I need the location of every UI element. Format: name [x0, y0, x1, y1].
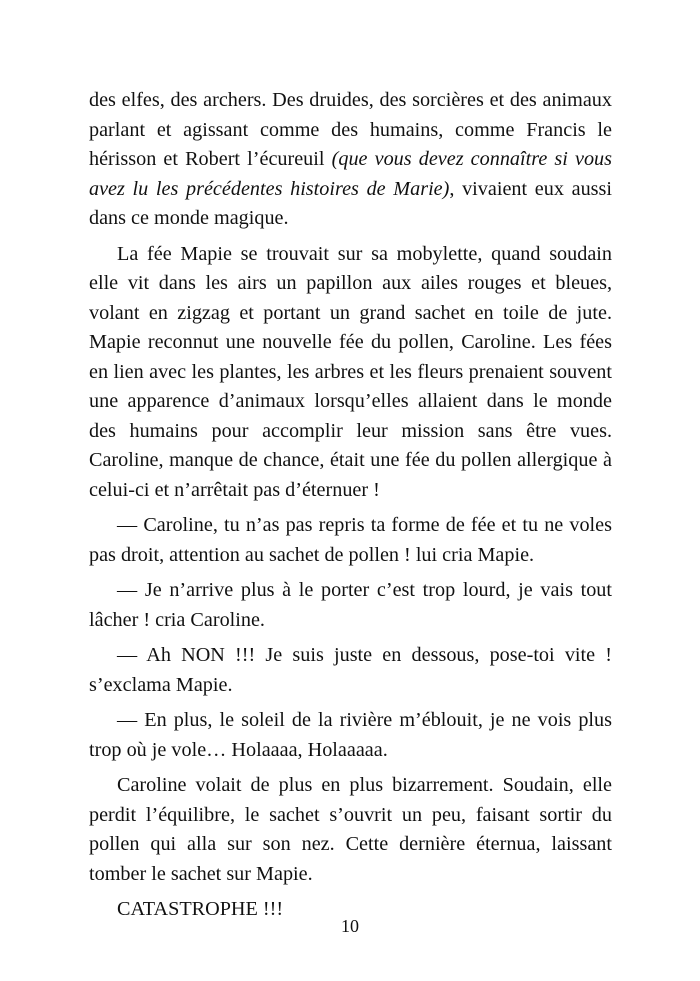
- paragraph-1: [89, 86, 612, 234]
- paragraph-3: Caroline volait de plus en plus bizarrement. Soudain, elle perdit l’équilibre, le sachet s’ouvrit un peu, faisant sortir du pollen qui alla sur son nez. Cette dernière éternua, laissant tomber le sachet sur Mapie.: [89, 774, 612, 885]
- page-body: [89, 86, 612, 931]
- paragraph-2: La fée Mapie se trouvait sur sa mobylette, quand soudain elle vit dans les airs un papillon aux ailes rouges et bleues, volant en zigzag et portant un grand sachet en toile de jute. Mapie reconnut une nouvelle fée du pollen, Caroline. Les fées en lien avec les plantes, les arbres et les fleurs prenaient souvent une apparence d’animaux lorsqu’elles allaient dans le monde des humains pour accomplir leur mission sans être vues. Caroline, manque de chance, était une fée du pollen allergique à celui-ci et n’arrêtait pas d’éternuer !: [89, 242, 612, 501]
- dialogue-line-1: — Caroline, tu n’as pas repris ta forme de fée et tu ne voles pas droit, attention au sachet de pollen ! lui cria Mapie.: [89, 514, 612, 566]
- paragraph-1-italic-aside: (que vous devez connaître si vous avez lu les précédentes histoires de Marie): [89, 148, 613, 200]
- paragraph-1-text: des elfes, des archers. Des druides, des sorcières et des animaux parlant et agissant comme des humains, comme Francis le hérisson et Robert l’écureuil: [89, 89, 612, 170]
- dialogue-line-4: — En plus, le soleil de la rivière m’éblouit, je ne vois plus trop où je vole… Holaaaa, Holaaaaa.: [89, 709, 612, 761]
- paragraph-4: CATASTROPHE !!!: [117, 898, 284, 920]
- page-number: 10: [341, 916, 359, 936]
- paragraph-1-end: , vivaient eux aussi dans ce monde magique.: [89, 177, 612, 229]
- dialogue-line-2: — Je n’arrive plus à le porter c’est trop lourd, je vais tout lâcher ! cria Caroline.: [89, 579, 612, 631]
- dialogue-line-3: — Ah NON !!! Je suis juste en dessous, pose-toi vite ! s’exclama Mapie.: [89, 644, 612, 696]
